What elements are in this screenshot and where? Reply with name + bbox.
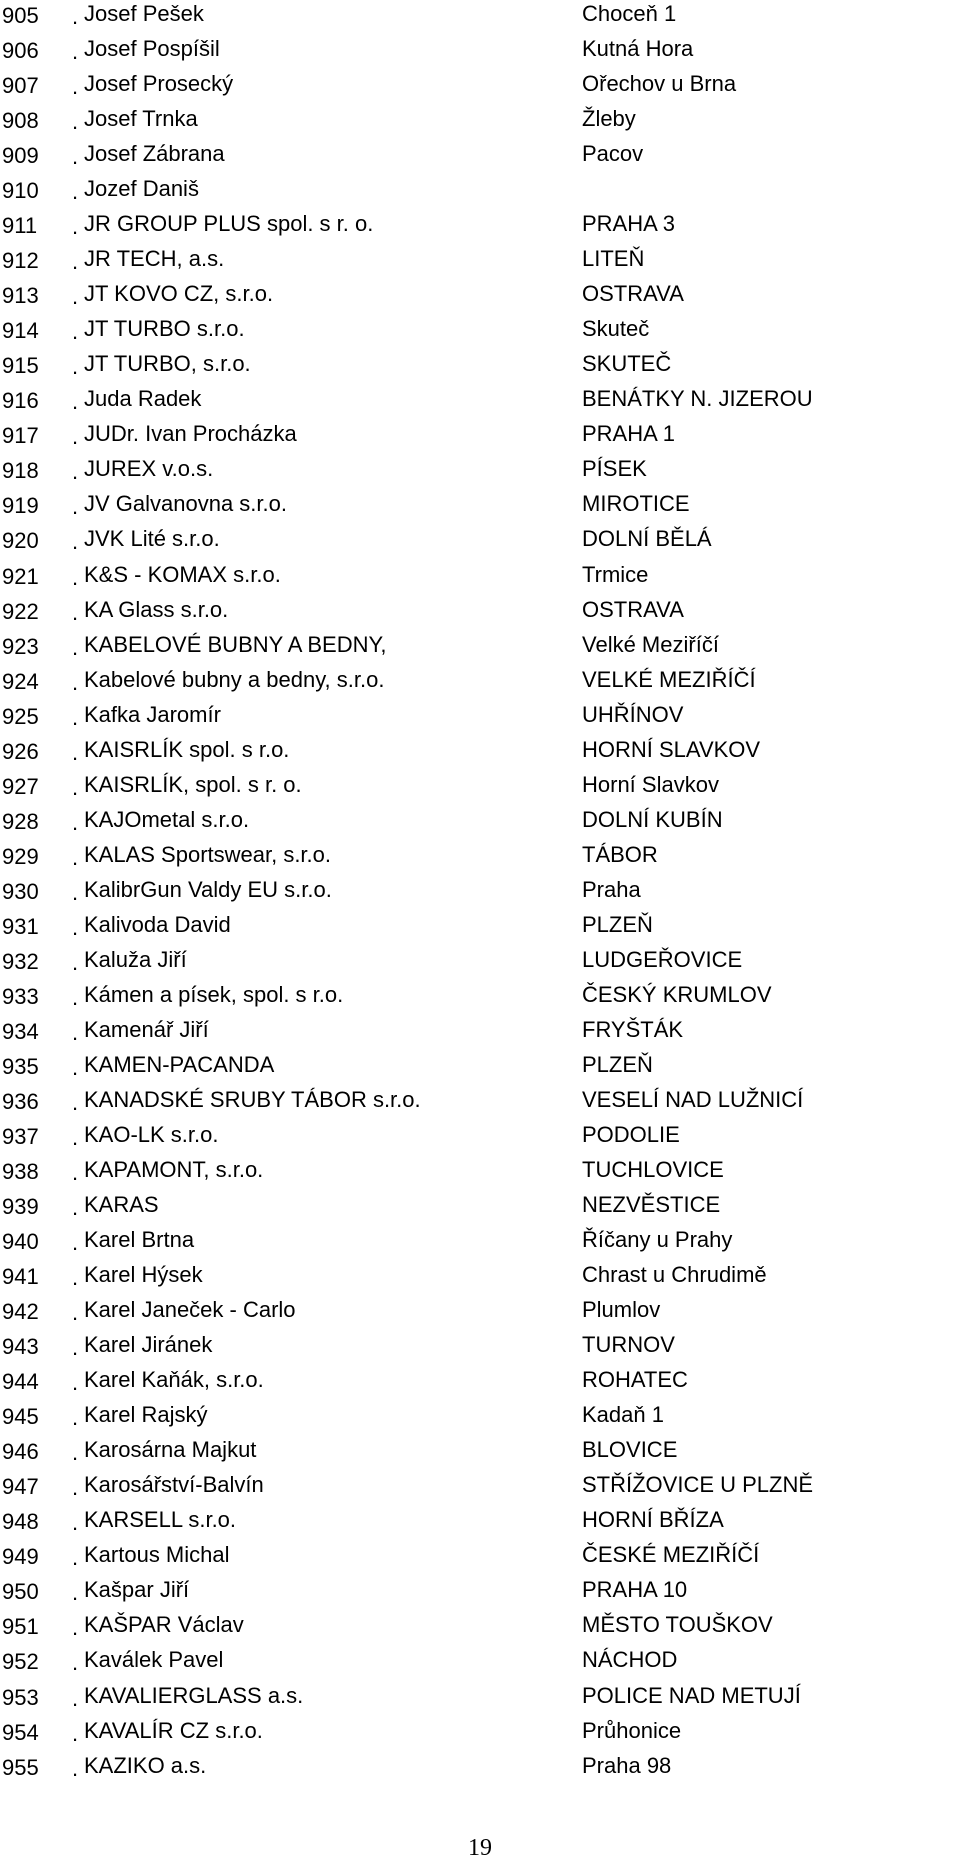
company-name: Karel Hýsek — [84, 1262, 203, 1288]
company-name: Karosárna Majkut — [84, 1437, 257, 1463]
list-item — [0, 806, 960, 841]
company-city: OSTRAVA — [582, 281, 684, 307]
company-city: Praha 98 — [582, 1752, 672, 1778]
list-item — [0, 1717, 960, 1752]
company-name: KARSELL s.r.o. — [84, 1507, 237, 1533]
list-item — [0, 1541, 960, 1576]
list-item — [0, 1156, 960, 1191]
company-city: Praha — [582, 876, 641, 902]
company-name: KARAS — [84, 1192, 159, 1218]
list-item — [0, 1366, 960, 1401]
entry-number: 942 — [2, 1299, 39, 1325]
company-name: Josef Pešek — [84, 1, 204, 26]
entry-number: 940 — [2, 1229, 39, 1255]
entry-number: 930 — [2, 878, 39, 904]
list-item — [0, 1436, 960, 1471]
entry-number: 947 — [2, 1474, 39, 1500]
entry-separator: . — [72, 599, 79, 625]
entry-number: 937 — [2, 1124, 39, 1149]
entry-separator: . — [72, 739, 79, 765]
company-name: Karosářství-Balvín — [84, 1472, 264, 1498]
list-item — [0, 280, 960, 315]
company-city: Ořechov u Brna — [582, 71, 737, 97]
list-item — [0, 140, 960, 175]
list-item — [0, 0, 960, 35]
entry-number: 936 — [2, 1088, 39, 1114]
company-name: Kafka Jaromír — [84, 701, 221, 727]
company-city: HORNÍ BŘÍZA — [582, 1507, 724, 1533]
company-name: KAVALIERGLASS a.s. — [84, 1682, 304, 1708]
company-city: STŘÍŽOVICE U PLZNĚ — [582, 1472, 814, 1498]
entry-number: 910 — [2, 178, 39, 204]
list-item — [0, 1576, 960, 1611]
company-city: MĚSTO TOUŠKOV — [582, 1612, 773, 1638]
entry-separator: . — [72, 1475, 79, 1501]
company-name: JR GROUP PLUS spol. s r. o. — [84, 211, 374, 237]
entry-number: 915 — [2, 353, 39, 379]
company-name: Josef Trnka — [84, 106, 198, 132]
company-name: Kaluža Jiří — [84, 946, 187, 972]
entry-number: 921 — [2, 563, 39, 589]
company-city: PRAHA 1 — [582, 421, 675, 447]
company-city: PODOLIE — [582, 1122, 680, 1147]
company-city: BENÁTKY N. JIZEROU — [582, 386, 813, 412]
company-city: UHŘÍNOV — [582, 701, 684, 727]
company-city: PÍSEK — [582, 456, 647, 482]
company-name: JV Galvanovna s.r.o. — [84, 491, 287, 517]
entry-separator: . — [72, 109, 79, 135]
entry-number: 933 — [2, 983, 39, 1009]
company-name: KAŠPAR Václav — [84, 1612, 244, 1638]
entry-separator: . — [72, 459, 79, 485]
entry-separator: . — [72, 949, 79, 975]
entry-separator: . — [72, 704, 79, 730]
entry-separator: . — [72, 1510, 79, 1536]
entry-number: 920 — [2, 528, 39, 554]
company-city: PLZEŇ — [582, 1051, 653, 1077]
page-number: 19 — [468, 1835, 492, 1861]
entry-separator: . — [72, 144, 79, 170]
company-city: VELKÉ MEZIŘÍČÍ — [582, 666, 756, 692]
list-item — [0, 1261, 960, 1296]
company-city: Horní Slavkov — [582, 771, 719, 797]
list-item — [0, 1752, 960, 1787]
company-city: LUDGEŘOVICE — [582, 946, 743, 972]
list-item — [0, 1471, 960, 1506]
entry-separator: . — [72, 1685, 79, 1711]
company-city: DOLNÍ KUBÍN — [582, 806, 723, 832]
company-city: PRAHA 10 — [582, 1577, 688, 1603]
entry-number: 931 — [2, 913, 39, 939]
list-item — [0, 631, 960, 666]
entry-number: 919 — [2, 493, 39, 519]
company-name: Karel Brtna — [84, 1227, 195, 1253]
list-item — [0, 490, 960, 525]
company-city: PLZEŇ — [582, 911, 653, 937]
list-item — [0, 525, 960, 560]
list-item — [0, 876, 960, 911]
company-city: ČESKÝ KRUMLOV — [582, 981, 772, 1007]
list-item — [0, 596, 960, 631]
entry-separator: . — [72, 319, 79, 345]
company-city: Chrast u Chrudimě — [582, 1262, 767, 1288]
company-name: KANADSKÉ SRUBY TÁBOR s.r.o. — [84, 1086, 421, 1112]
company-city: Žleby — [582, 106, 636, 132]
list-item — [0, 1401, 960, 1436]
entry-number: 935 — [2, 1053, 39, 1079]
entry-number: 909 — [2, 143, 39, 169]
list-item — [0, 1646, 960, 1681]
entry-separator: . — [72, 74, 79, 100]
entry-number: 927 — [2, 773, 39, 799]
entry-number: 913 — [2, 283, 39, 309]
company-city: OSTRAVA — [582, 596, 684, 622]
company-name: K&S - KOMAX s.r.o. — [84, 561, 281, 587]
company-name: Josef Pospíšil — [84, 36, 220, 62]
company-name: Jozef Daniš — [84, 176, 199, 202]
entry-separator: . — [72, 1440, 79, 1466]
entry-separator: . — [72, 1405, 79, 1431]
list-item — [0, 1016, 960, 1051]
company-city: TURNOV — [582, 1332, 675, 1358]
entry-number: 925 — [2, 703, 39, 729]
list-item — [0, 1611, 960, 1646]
list-item — [0, 911, 960, 946]
entry-separator: . — [72, 1089, 79, 1115]
entry-number: 941 — [2, 1264, 39, 1290]
entry-number: 943 — [2, 1334, 39, 1360]
entry-separator: . — [72, 1545, 79, 1571]
entry-number: 954 — [2, 1719, 39, 1745]
company-name: Kalivoda David — [84, 911, 231, 937]
list-item — [0, 245, 960, 280]
company-city: VESELÍ NAD LUŽNICÍ — [582, 1086, 804, 1112]
company-name: Karel Jiránek — [84, 1332, 213, 1358]
company-name: Kaválek Pavel — [84, 1647, 224, 1673]
entry-separator: . — [72, 1335, 79, 1361]
company-city: TÁBOR — [582, 841, 658, 867]
company-name: Karel Janeček - Carlo — [84, 1297, 296, 1323]
list-item — [0, 1086, 960, 1121]
company-city: MIROTICE — [582, 491, 690, 517]
company-name: Kašpar Jiří — [84, 1577, 190, 1603]
entry-number: 922 — [2, 598, 39, 624]
entry-number: 944 — [2, 1369, 39, 1395]
list-item — [0, 1506, 960, 1541]
entry-separator: . — [72, 249, 79, 275]
company-city: SKUTEČ — [582, 351, 672, 377]
list-item — [0, 1226, 960, 1261]
company-city: Plumlov — [582, 1297, 661, 1323]
entry-separator: . — [72, 1125, 79, 1150]
entry-separator: . — [72, 179, 79, 205]
company-name: JR TECH, a.s. — [84, 246, 225, 272]
company-city: FRYŠTÁK — [582, 1016, 684, 1042]
list-item — [0, 701, 960, 736]
entry-separator: . — [72, 389, 79, 415]
entry-number: 923 — [2, 633, 39, 659]
company-name: KAZIKO a.s. — [84, 1752, 207, 1778]
company-city: HORNÍ SLAVKOV — [582, 736, 761, 762]
entry-separator: . — [72, 564, 79, 590]
company-name: Josef Prosecký — [84, 71, 234, 97]
company-city: TUCHLOVICE — [582, 1157, 724, 1183]
list-item — [0, 841, 960, 876]
entry-separator: . — [72, 1160, 79, 1186]
entry-number: 934 — [2, 1018, 39, 1044]
company-city: POLICE NAD METUJÍ — [582, 1682, 801, 1708]
list-item — [0, 981, 960, 1016]
entry-number: 950 — [2, 1579, 39, 1605]
list-item — [0, 771, 960, 806]
entry-separator: . — [72, 844, 79, 870]
company-name: KAPAMONT, s.r.o. — [84, 1157, 264, 1183]
company-city: Pacov — [582, 141, 644, 167]
company-city: Kadaň 1 — [582, 1402, 664, 1428]
company-city: NEZVĚSTICE — [582, 1192, 721, 1218]
list-item — [0, 561, 960, 596]
company-name: KAMEN-PACANDA — [84, 1051, 275, 1077]
entry-number: 926 — [2, 738, 39, 764]
entry-separator: . — [72, 984, 79, 1010]
entry-number: 928 — [2, 808, 39, 834]
company-name: KAISRLÍK spol. s r.o. — [84, 736, 290, 762]
list-item — [0, 1191, 960, 1226]
entry-separator: . — [72, 809, 79, 835]
list-item — [0, 420, 960, 455]
company-city: LITEŇ — [582, 246, 645, 272]
company-name: JUREX v.o.s. — [84, 456, 214, 482]
entry-number: 912 — [2, 248, 39, 274]
company-city: DOLNÍ BĚLÁ — [582, 526, 712, 552]
list-item — [0, 385, 960, 420]
entry-separator: . — [72, 879, 79, 905]
company-name: Kartous Michal — [84, 1542, 230, 1568]
entry-separator: . — [72, 634, 79, 660]
company-name: Karel Kaňák, s.r.o. — [84, 1367, 264, 1393]
entry-separator: . — [72, 1650, 79, 1676]
entry-number: 946 — [2, 1439, 39, 1465]
company-name: KA Glass s.r.o. — [84, 596, 229, 622]
company-name: JT KOVO CZ, s.r.o. — [84, 281, 274, 307]
list-item — [0, 666, 960, 701]
list-item — [0, 946, 960, 981]
entry-separator: . — [72, 1019, 79, 1045]
entry-separator: . — [72, 354, 79, 380]
list-item — [0, 1121, 960, 1156]
list-item — [0, 1331, 960, 1366]
entry-separator: . — [72, 39, 79, 65]
list-item — [0, 350, 960, 385]
entry-number: 953 — [2, 1684, 39, 1710]
entry-separator: . — [72, 284, 79, 310]
entry-separator: . — [72, 1755, 79, 1781]
entry-separator: . — [72, 4, 79, 29]
entry-number: 905 — [2, 3, 39, 28]
entry-number: 914 — [2, 318, 39, 344]
entry-number: 918 — [2, 458, 39, 484]
company-name: JT TURBO s.r.o. — [84, 316, 245, 342]
list-item — [0, 736, 960, 771]
entry-number: 924 — [2, 668, 39, 694]
entry-number: 948 — [2, 1509, 39, 1535]
entry-separator: . — [72, 1615, 79, 1641]
entry-separator: . — [72, 774, 79, 800]
company-city: Říčany u Prahy — [582, 1227, 733, 1253]
company-city: Kutná Hora — [582, 36, 694, 62]
entry-separator: . — [72, 424, 79, 450]
entry-separator: . — [72, 1195, 79, 1221]
list-item — [0, 105, 960, 140]
company-city: Choceň 1 — [582, 1, 677, 26]
entry-separator: . — [72, 1720, 79, 1746]
company-name: JT TURBO, s.r.o. — [84, 351, 251, 377]
list-item — [0, 1296, 960, 1331]
company-name: Juda Radek — [84, 386, 202, 412]
entry-number: 951 — [2, 1614, 39, 1640]
list-item — [0, 1051, 960, 1086]
entry-separator: . — [72, 669, 79, 695]
entry-number: 939 — [2, 1194, 39, 1220]
entry-number: 932 — [2, 948, 39, 974]
entry-number: 911 — [2, 213, 38, 239]
company-city: ROHATEC — [582, 1367, 688, 1393]
company-city: Velké Meziříčí — [582, 631, 719, 657]
company-city: NÁCHOD — [582, 1647, 678, 1673]
company-name: Kámen a písek, spol. s r.o. — [84, 981, 344, 1007]
list-item — [0, 35, 960, 70]
company-city: BLOVICE — [582, 1437, 678, 1463]
entry-separator: . — [72, 914, 79, 940]
company-city: Průhonice — [582, 1717, 682, 1743]
list-item — [0, 455, 960, 490]
entry-number: 916 — [2, 388, 39, 414]
company-city: Skuteč — [582, 316, 650, 342]
company-name: KAISRLÍK, spol. s r. o. — [84, 771, 302, 797]
entry-number: 906 — [2, 38, 39, 64]
list-item — [0, 70, 960, 105]
entry-number: 945 — [2, 1404, 39, 1430]
entry-separator: . — [72, 214, 79, 240]
company-name: JVK Lité s.r.o. — [84, 526, 220, 552]
company-name: Kamenář Jiří — [84, 1016, 209, 1042]
company-name: KABELOVÉ BUBNY A BEDNY, — [84, 631, 387, 657]
entry-number: 917 — [2, 423, 39, 449]
company-name: KAVALÍR CZ s.r.o. — [84, 1717, 263, 1743]
entry-number: 952 — [2, 1649, 39, 1675]
list-item — [0, 175, 960, 210]
company-name: KalibrGun Valdy EU s.r.o. — [84, 876, 332, 902]
entry-separator: . — [72, 1230, 79, 1256]
entry-number: 955 — [2, 1754, 39, 1780]
entry-separator: . — [72, 1580, 79, 1606]
company-name: KAO-LK s.r.o. — [84, 1122, 219, 1147]
company-name: Kabelové bubny a bedny, s.r.o. — [84, 666, 385, 692]
list-item — [0, 315, 960, 350]
entry-separator: . — [72, 1370, 79, 1396]
company-city: Trmice — [582, 561, 649, 587]
company-city: ČESKÉ MEZIŘÍČÍ — [582, 1542, 760, 1568]
company-name: JUDr. Ivan Procházka — [84, 421, 297, 447]
company-city: PRAHA 3 — [582, 211, 675, 237]
entry-number: 949 — [2, 1544, 39, 1570]
entry-separator: . — [72, 1300, 79, 1326]
entry-number: 907 — [2, 73, 39, 99]
company-name: KAJOmetal s.r.o. — [84, 806, 250, 832]
entry-separator: . — [72, 529, 79, 555]
company-name: Karel Rajský — [84, 1402, 208, 1428]
entry-number: 908 — [2, 108, 39, 134]
list-item — [0, 1682, 960, 1717]
entry-separator: . — [72, 1054, 79, 1080]
list-item — [0, 210, 960, 245]
company-name: Josef Zábrana — [84, 141, 225, 167]
company-name: KALAS Sportswear, s.r.o. — [84, 841, 332, 867]
entry-number: 938 — [2, 1159, 39, 1185]
entry-separator: . — [72, 1265, 79, 1291]
entry-number: 929 — [2, 843, 39, 869]
entry-separator: . — [72, 494, 79, 520]
